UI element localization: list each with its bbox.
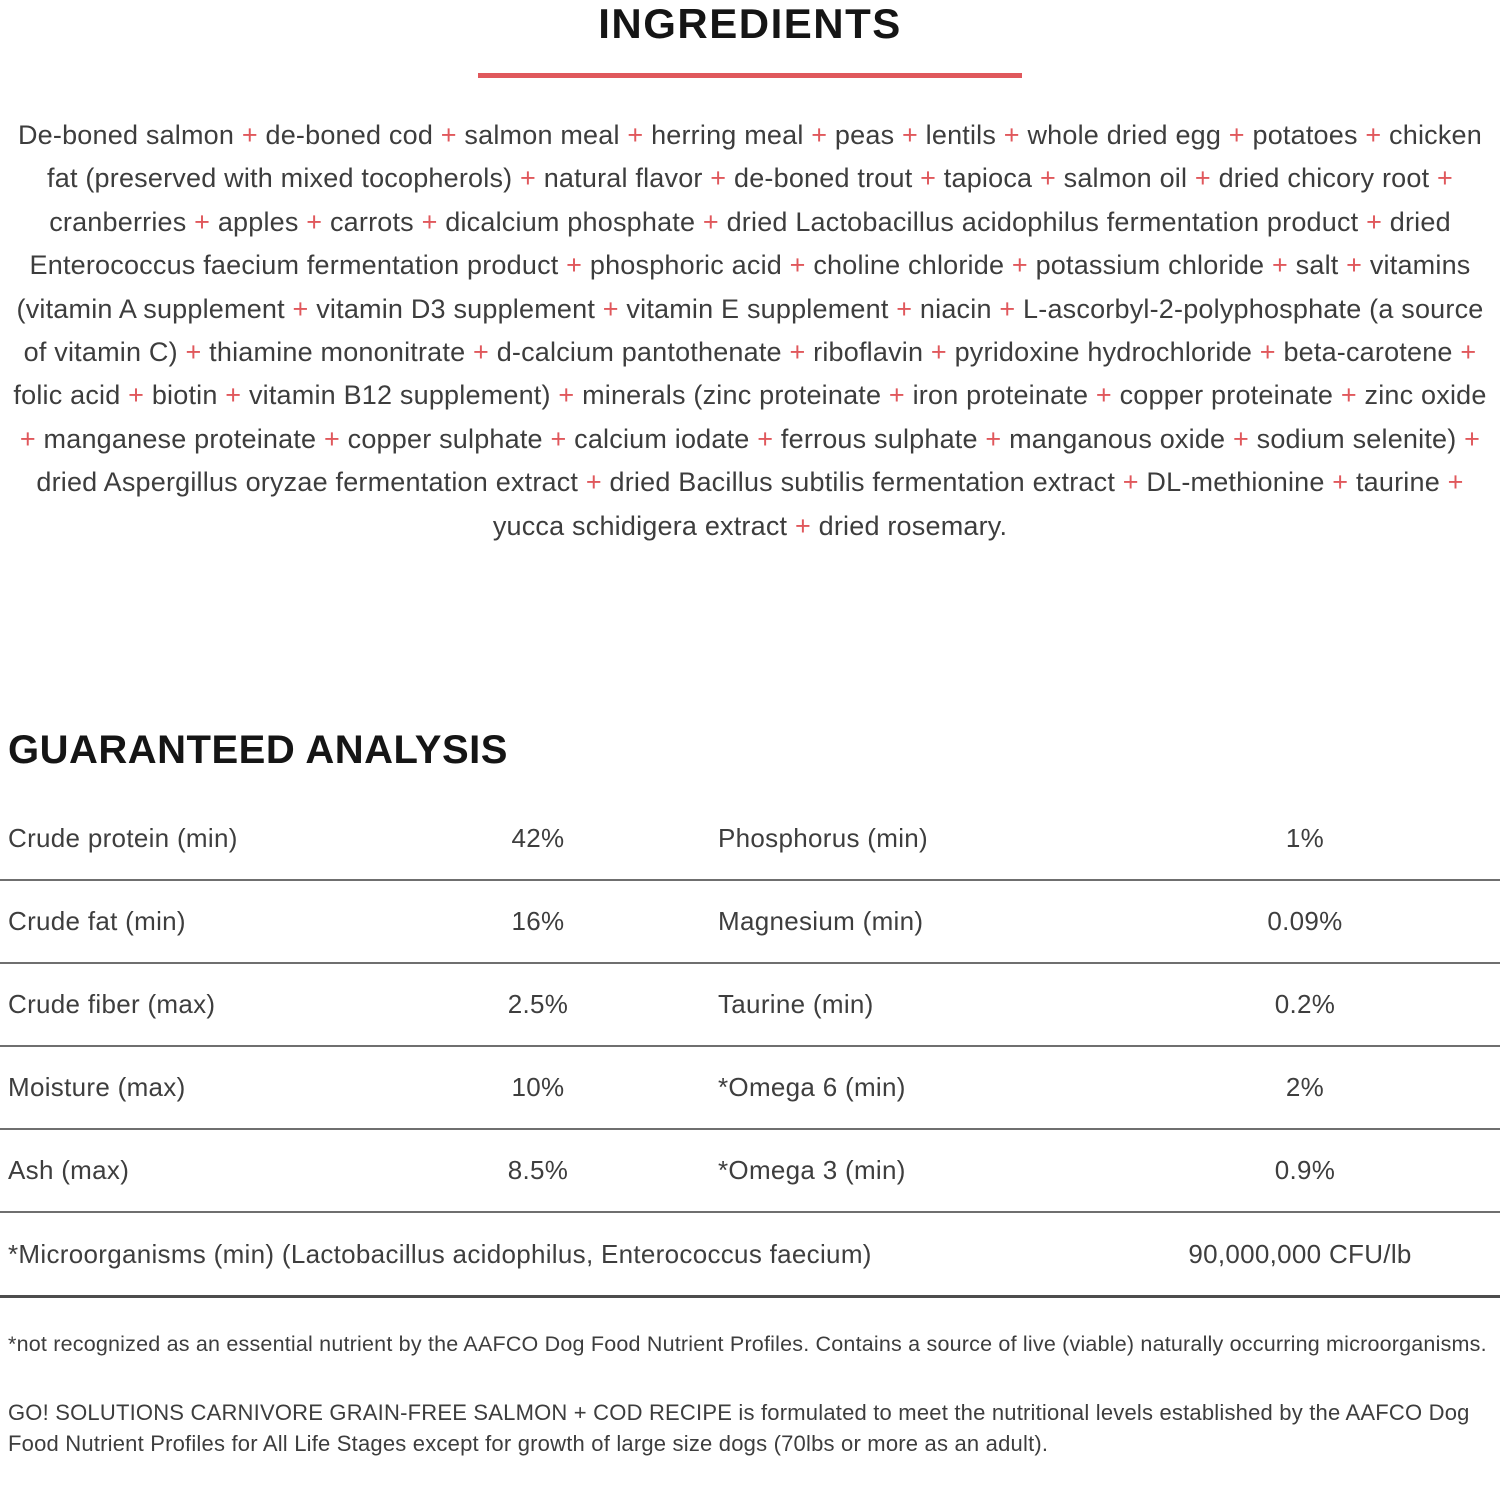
plus-separator: + (1252, 337, 1284, 368)
nutrient-value: 16% (511, 906, 565, 937)
plus-separator: + (1115, 467, 1147, 498)
ingredient: riboflavin (813, 337, 924, 368)
ingredient: De-boned salmon (17, 120, 235, 150)
ingredient: L-ascorbyl-2-polyphosphate (a source of vitamin C) (23, 293, 1484, 368)
plus-separator: + (217, 380, 249, 411)
ingredient: chicken fat (preserved with mixed tocopherols) (47, 120, 1482, 194)
plus-separator: + (284, 293, 317, 324)
plus-separator: + (1439, 467, 1464, 498)
ingredient: herring meal (651, 120, 804, 150)
plus-separator: + (977, 423, 1010, 454)
nutrient-value: 2.5% (507, 989, 569, 1020)
ingredient: phosphoric acid (589, 250, 782, 281)
ingredient: manganese proteinate (43, 423, 317, 454)
ingredient: choline chloride (813, 250, 1005, 281)
ingredient: niacin (919, 293, 992, 324)
plus-separator: + (881, 380, 913, 411)
ingredient: potatoes (1252, 120, 1358, 150)
plus-separator: + (803, 120, 835, 150)
ingredient: taurine (1355, 467, 1440, 498)
plus-separator: + (558, 250, 590, 281)
microorganisms-row (0, 1213, 1500, 1298)
plus-separator: + (1358, 206, 1390, 237)
plus-separator: + (578, 467, 610, 498)
plus-separator: + (433, 120, 465, 150)
plus-separator: + (1088, 380, 1120, 411)
nutrient-label: Taurine (min) (718, 989, 874, 1020)
nutrient-label: Crude fiber (max) (8, 989, 216, 1020)
ingredient: manganous oxide (1009, 423, 1226, 454)
ingredient: salmon oil (1063, 163, 1188, 194)
plus-separator: + (1032, 163, 1064, 194)
plus-separator: + (465, 337, 497, 368)
plus-separator: + (781, 250, 814, 281)
ingredient: lentils (925, 120, 997, 150)
plus-separator: + (298, 206, 330, 237)
ingredient: dicalcium phosphate (445, 206, 696, 237)
ingredient: beta-carotene (1283, 337, 1453, 368)
nutrient-value: 42% (511, 823, 565, 854)
plus-separator: + (894, 120, 926, 150)
plus-separator: + (781, 337, 814, 368)
title-underline-rule (478, 73, 1022, 78)
asterisk-footnote: *not recognized as an essential nutrient by the AAFCO Dog Food Nutrient Profiles. Contains a source of live (viable) naturally occurring microorganisms. (8, 1332, 1487, 1357)
nutrient-value: 90,000,000 CFU/lb (1188, 1238, 1412, 1269)
ingredient: cranberries (49, 206, 187, 237)
ingredient: zinc oxide (1364, 380, 1487, 411)
table-row (0, 964, 1500, 1047)
plus-separator: + (619, 120, 652, 150)
plus-separator: + (1456, 423, 1481, 454)
ingredient: dried Lactobacillus acidophilus fermentation product (726, 206, 1359, 237)
ingredient: pyridoxine hydrochloride (954, 337, 1253, 368)
guaranteed-analysis-table (0, 798, 1500, 1298)
plus-separator: + (695, 206, 727, 237)
plus-separator: + (749, 423, 781, 454)
plus-separator: + (996, 120, 1028, 150)
ingredient: dried Bacillus subtilis fermentation extract (609, 467, 1116, 498)
nutrient-label: Crude fat (min) (8, 906, 186, 937)
nutrient-label: Magnesium (min) (718, 906, 924, 937)
ingredient: d-calcium pantothenate (496, 337, 782, 368)
plus-separator: + (542, 423, 575, 454)
plus-separator: + (1333, 380, 1365, 411)
plus-separator: + (1225, 423, 1257, 454)
ingredient: potassium chloride (1035, 250, 1265, 281)
nutrient-value: 0.9% (1274, 1155, 1336, 1186)
table-row (0, 881, 1500, 964)
plus-separator: + (1429, 163, 1453, 194)
plus-separator: + (787, 510, 819, 541)
ingredient: whole dried egg (1027, 120, 1222, 150)
ingredient: DL-methionine (1146, 467, 1325, 498)
ingredients-paragraph (3, 114, 1497, 548)
ingredient: calcium iodate (574, 423, 750, 454)
ingredient: dried chicory root (1218, 163, 1430, 194)
ingredient: natural flavor (543, 163, 703, 194)
ingredient: yucca schidigera extract (492, 510, 788, 541)
ingredient: vitamin E supplement (626, 293, 889, 324)
ingredient: vitamins (vitamin A supplement (16, 250, 1471, 324)
nutrient-value: 1% (1285, 823, 1325, 854)
plus-separator: + (1264, 250, 1296, 281)
ingredient: sodium selenite) (1256, 423, 1457, 454)
plus-separator: + (888, 293, 920, 324)
plus-separator: + (1004, 250, 1036, 281)
ingredient: copper proteinate (1119, 380, 1334, 411)
nutrient-label: *Microorganisms (min) (Lactobacillus acidophilus, Enterococcus faecium) (8, 1238, 872, 1269)
ingredient: dried Aspergillus oryzae fermentation extract (36, 467, 579, 498)
plus-separator: + (595, 293, 627, 324)
nutrient-label: Moisture (max) (8, 1072, 186, 1103)
table-row (0, 1047, 1500, 1130)
ingredient: minerals (zinc proteinate (582, 380, 882, 411)
ingredient: iron proteinate (912, 380, 1089, 411)
plus-separator: + (316, 423, 348, 454)
plus-separator: + (923, 337, 955, 368)
plus-separator: + (512, 163, 544, 194)
plus-separator: + (1452, 337, 1477, 368)
nutrient-value: 10% (511, 1072, 565, 1103)
table-row (0, 1130, 1500, 1213)
ingredient: salt (1295, 250, 1339, 281)
plus-separator: + (186, 206, 218, 237)
plus-separator: + (550, 380, 583, 411)
plus-separator: + (1221, 120, 1253, 150)
plus-separator: + (19, 423, 44, 454)
ingredient: de-boned cod (265, 120, 434, 150)
nutrient-value: 2% (1285, 1072, 1325, 1103)
ingredient: peas (834, 120, 895, 150)
plus-separator: + (120, 380, 152, 411)
ingredient: dried rosemary. (818, 510, 1008, 541)
plus-separator: + (1187, 163, 1219, 194)
nutrient-value: 0.09% (1267, 906, 1343, 937)
nutrient-value: 0.2% (1274, 989, 1336, 1020)
plus-separator: + (991, 293, 1024, 324)
ingredients-title: INGREDIENTS (598, 0, 902, 47)
ingredient: apples (217, 206, 299, 237)
nutrient-value: 8.5% (507, 1155, 569, 1186)
plus-separator: + (1338, 250, 1370, 281)
nutrient-label: *Omega 6 (min) (718, 1072, 906, 1103)
plus-separator: + (912, 163, 944, 194)
ingredient: carrots (329, 206, 414, 237)
guaranteed-analysis-title: GUARANTEED ANALYSIS (8, 728, 508, 773)
ingredient: de-boned trout (733, 163, 913, 194)
ingredient: thiamine mononitrate (209, 337, 466, 368)
nutrient-label: Ash (max) (8, 1155, 130, 1186)
nutrient-label: Phosphorus (min) (718, 823, 928, 854)
ingredient: dried Enterococcus faecium fermentation product (29, 206, 1451, 281)
plus-separator: + (177, 337, 210, 368)
table-row (0, 798, 1500, 881)
ingredient: vitamin D3 supplement (316, 293, 596, 324)
ingredient: folic acid (13, 380, 121, 411)
ingredient: biotin (151, 380, 218, 411)
nutrient-label: *Omega 3 (min) (718, 1155, 906, 1186)
plus-separator: + (413, 206, 446, 237)
plus-separator: + (702, 163, 734, 194)
ingredient: copper sulphate (347, 423, 543, 454)
ingredient: ferrous sulphate (780, 423, 978, 454)
plus-separator: + (1324, 467, 1356, 498)
ingredient: salmon meal (464, 120, 620, 150)
plus-separator: + (1357, 120, 1390, 150)
plus-separator: + (234, 120, 266, 150)
aafco-statement: GO! SOLUTIONS CARNIVORE GRAIN-FREE SALMON + COD RECIPE is formulated to meet the nutritional levels established by the AAFCO Dog Food Nutrient Profiles for All Life Stages except for growth of large size dogs (70lbs or more as an adult). (8, 1400, 1470, 1457)
nutrient-label: Crude protein (min) (8, 823, 238, 854)
ingredient: tapioca (943, 163, 1033, 194)
ingredient: vitamin B12 supplement) (248, 380, 551, 411)
